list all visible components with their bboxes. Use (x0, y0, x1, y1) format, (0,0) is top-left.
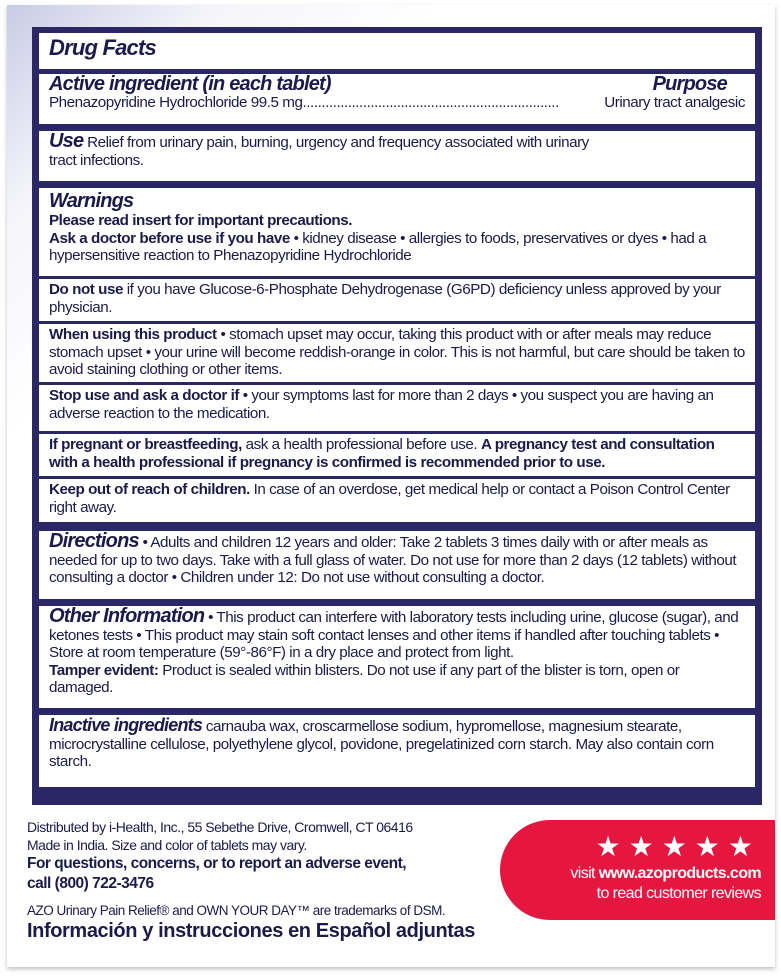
visit-prefix: visit (570, 865, 599, 882)
distributor: Distributed by i-Health, Inc., 55 Sebethe Drive, Cromwell, CT 06416 (27, 819, 413, 835)
when-using-heading: When using this product (49, 326, 217, 343)
made-in: Made in India. Size and color of tablets may vary. (27, 837, 307, 853)
use-heading: Use (49, 130, 84, 152)
directions-text: • Adults and children 12 years and older: Take 2 tablets 3 times daily with or after meals as needed for up to two days. Take with a full glass of water. Do not use for more than 2 days (12 tablets) without consulting a doctor • Children under 12: Do not use without consulting a doctor. (49, 534, 737, 586)
stop-use-section (39, 385, 755, 431)
keep-out-section (39, 479, 755, 522)
when-using-text: • stomach upset may occur, taking this product with or after meals may reduce stomach upset • your urine will become reddish-orange in color. This is not harmful, but care should be taken to avoid staining clothing or other items. (49, 326, 745, 378)
pregnancy-heading: If pregnant or breastfeeding, (49, 436, 242, 453)
do-not-use-text: if you have Glucose-6-Phosphate Dehydrogenase (G6PD) deficiency unless approved by your physician. (49, 281, 721, 316)
keep-out-text: In case of an overdose, get medical help or contact a Poison Control Center right away. (49, 481, 730, 516)
purpose-heading: Purpose (652, 73, 727, 95)
active-ingredient-section (39, 74, 755, 124)
ingredient: Phenazopyridine Hydrochloride 99.5 mg (49, 93, 303, 111)
inactive-ingredients-text: carnauba wax, croscarmellose sodium, hypromellose, magnesium stearate, microcrystalline cellulose, polyethylene glycol, povidone, pregelatinized corn starch. May also contain corn starch. (49, 718, 714, 770)
do-not-use-section (39, 279, 755, 321)
pregnancy-test-text: A pregnancy test and consultation with a health professional if pregnancy is confirmed is recommended prior to use. (49, 436, 715, 471)
inactive-ingredients-heading: Inactive ingredients (49, 715, 203, 735)
tamper-heading: Tamper evident: (49, 661, 159, 679)
ask-doctor-heading: Ask a doctor before use if you have (49, 229, 290, 247)
other-information-heading: Other Information (49, 605, 205, 627)
drug-facts-panel (32, 27, 762, 805)
website-link[interactable]: www.azoproducts.com (598, 865, 761, 882)
use-text-2: tract infections. (49, 151, 144, 169)
purpose: Urinary tract analgesic (604, 93, 745, 111)
trademarks: AZO Urinary Pain Relief® and OWN YOUR DAY™ are trademarks of DSM. (27, 903, 446, 918)
reviews-text: to read customer reviews (596, 885, 761, 902)
directions-heading: Directions (49, 530, 139, 552)
pregnancy-section (39, 434, 755, 476)
drug-facts-header (39, 33, 755, 69)
directions-section (39, 531, 755, 599)
pregnancy-text: ask a health professional before use. (241, 436, 481, 453)
warn-insert: Please read insert for important precautions. (49, 212, 352, 229)
warnings-section (39, 188, 755, 276)
when-using-section (39, 324, 755, 382)
leader-dots: .................................................................... (302, 93, 559, 111)
drug-facts-title: Drug Facts (49, 35, 156, 60)
use-section (39, 131, 755, 181)
inactive-ingredients-section (39, 715, 755, 787)
ask-doctor-text: • kidney disease • allergies to foods, preservatives or dyes • had a hypersensitive reaction to Phenazopyridine Hydrochloride (49, 229, 707, 264)
spanish-info: Información y instrucciones en Español adjuntas (27, 920, 475, 942)
tamper-text: Product is sealed within blisters. Do not use if any part of the blister is torn, open or damaged. (49, 661, 680, 696)
questions: For questions, concerns, or to report an adverse event, (27, 855, 407, 872)
stop-use-text: • your symptoms last for more than 2 days • you suspect you are having an adverse reaction to the medication. (49, 387, 714, 422)
keep-out-heading: Keep out of reach of children. (49, 481, 250, 498)
reviews-badge (500, 820, 775, 920)
five-star-icons: ★★★★★ (595, 831, 761, 862)
do-not-use-heading: Do not use (49, 281, 123, 298)
other-information-text: • This product can interfere with laboratory tests including urine, glucose (sugar), and ketones tests • This product may stain soft contact lenses and other items if handled after touching tablets • Store at room temperature (59°-86°F) in a dry place and protect from light. (49, 609, 739, 661)
stop-use-heading: Stop use and ask a doctor if (49, 387, 239, 404)
warnings-heading: Warnings (49, 190, 134, 212)
active-ingredient-heading: Active ingredient (in each tablet) (49, 73, 331, 95)
footer (27, 818, 475, 940)
phone-number[interactable]: call (800) 722-3476 (27, 875, 154, 892)
other-information-section (39, 606, 755, 708)
use-text: Relief from urinary pain, burning, urgency and frequency associated with urinary (87, 134, 589, 151)
